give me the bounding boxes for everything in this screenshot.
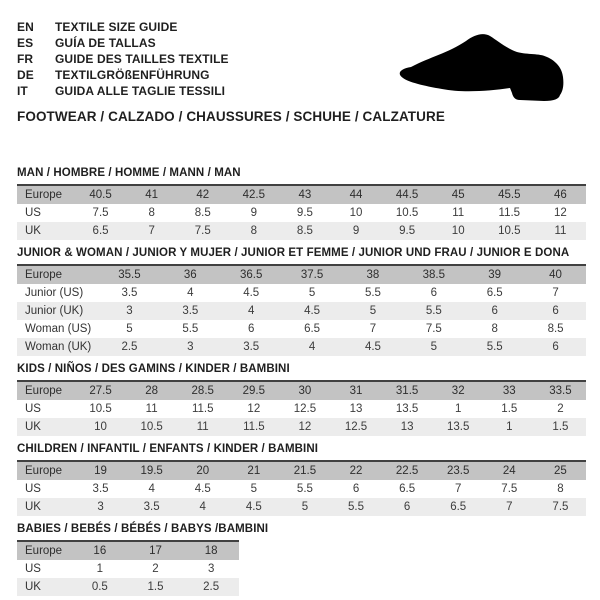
language-label: TEXTILE SIZE GUIDE [55,20,178,34]
table-row [17,265,586,284]
size-cell: 2 [557,403,564,415]
language-code: FR [17,52,34,66]
size-cell: 31.5 [395,385,419,397]
size-cell: 12.5 [293,403,317,415]
size-cell: 7 [506,501,513,513]
size-cell: 46 [554,189,567,201]
row-label-cell: US [25,563,41,575]
size-cell: 42 [196,189,210,201]
size-cell: 4.5 [245,501,262,513]
size-cell: 5 [308,287,316,299]
size-cell: 9.5 [296,207,313,219]
size-cell: 11.5 [191,403,214,415]
size-section-kids [17,363,586,436]
size-cell: 11 [145,403,158,415]
size-cell: 40 [549,269,562,281]
size-cell: 3 [126,305,133,317]
size-cell: 6.5 [304,323,321,335]
size-cell: 12 [247,403,261,415]
size-cell: 6.5 [450,501,467,513]
size-cell: 10 [349,207,363,219]
size-cell: 13 [400,421,414,433]
table-row [17,461,586,480]
language-label: TEXTILGRÖßENFÜHRUNG [55,68,210,82]
size-cell: 22 [349,465,363,477]
table-row [17,338,586,356]
size-cell: 27.5 [89,385,112,397]
size-cell: 4 [308,341,316,353]
size-cell: 16 [93,545,107,557]
size-cell: 4 [199,501,206,513]
size-cell: 5.5 [348,501,365,513]
size-section-children [17,443,586,516]
size-cell: 4.5 [194,483,211,495]
size-cell: 20 [196,465,210,477]
table-row [17,204,586,222]
table-row [17,320,586,338]
size-cell: 2.5 [203,581,220,593]
size-cell: 12 [554,207,567,219]
size-table-babies [17,540,239,596]
size-cell: 9.5 [399,225,416,237]
size-cell: 6 [403,501,411,513]
size-cell: 12.5 [344,421,368,433]
size-cell: 1.5 [552,421,569,433]
size-cell: 11 [554,225,567,237]
table-row [17,480,586,498]
size-cell: 10.5 [140,421,163,433]
size-section-man [17,167,586,240]
size-cell: 3 [97,501,104,513]
size-cell: 10.5 [89,403,112,415]
size-cell: 23.5 [447,465,470,477]
row-label-cell: UK [25,225,41,237]
size-cell: 11 [452,207,465,219]
size-cell: 3 [207,563,215,575]
size-cell: 5.5 [296,483,313,495]
size-table-kids [17,380,586,436]
size-cell: 5 [250,483,258,495]
size-cell: 25 [554,465,567,477]
size-cell: 33.5 [549,385,572,397]
size-cell: 42.5 [242,189,266,201]
table-row [17,578,239,596]
size-cell: 5 [301,501,309,513]
size-cell: 10 [451,225,465,237]
size-cell: 28.5 [191,385,214,397]
size-cell: 13.5 [395,403,419,415]
row-label-cell: Junior (US) [25,287,84,299]
size-cell: 3.5 [182,305,199,317]
size-cell: 4.5 [243,287,260,299]
size-cell: 8.5 [194,207,211,219]
size-cell: 17 [149,545,162,557]
language-label: GUÍA DE TALLAS [55,36,156,50]
size-cell: 9 [352,225,360,237]
size-cell: 2 [152,563,159,575]
size-cell: 1.5 [501,403,518,415]
size-cell: 38.5 [422,269,445,281]
size-cell: 45 [451,189,465,201]
size-cell: 28 [145,385,159,397]
size-cell: 4 [187,287,194,299]
size-cell: 1 [506,421,513,433]
row-label-cell: UK [25,501,41,513]
size-cell: 18 [204,545,218,557]
size-cell: 9 [250,207,258,219]
size-cell: 38 [366,269,380,281]
size-cell: 7.5 [552,501,569,513]
size-cell: 21.5 [293,465,317,477]
table-title: BABIES / BEBÉS / BÉBÉS / BABYS /BAMBINI [17,523,269,535]
table-row [17,541,239,560]
size-cell: 7 [369,323,377,335]
size-cell: 6 [491,305,498,317]
row-label-cell: Woman (UK) [25,341,92,353]
size-cell: 11 [196,421,209,433]
size-cell: 4 [247,305,255,317]
size-cell: 21 [247,465,261,477]
size-cell: 41 [145,189,159,201]
table-title: CHILDREN / INFANTIL / ENFANTS / KINDER / BAMBINI [17,443,319,455]
size-cell: 7 [148,225,155,237]
size-cell: 8 [148,207,155,219]
size-cell: 5 [126,323,133,335]
size-cell: 6 [247,323,255,335]
row-label-cell: Europe [25,465,63,477]
size-cell: 5.5 [425,305,442,317]
size-cell: 6.5 [486,287,503,299]
size-cell: 7.5 [425,323,442,335]
size-cell: 45.5 [498,189,521,201]
row-label-cell: US [25,483,41,495]
size-cell: 8 [250,225,258,237]
guide-header [17,19,586,124]
row-label-cell: Junior (UK) [25,305,84,317]
size-cell: 8 [557,483,564,495]
size-cell: 5.5 [364,287,381,299]
table-title: JUNIOR & WOMAN / JUNIOR Y MUJER / JUNIOR ET FEMME / JUNIOR UND FRAU / JUNIOR E DONA [17,247,570,259]
size-table-children [17,460,586,516]
row-label-cell: US [25,207,41,219]
size-cell: 32 [451,385,465,397]
table-row [17,185,586,204]
size-cell: 6 [352,483,360,495]
size-cell: 1 [96,563,104,575]
size-cell: 3.5 [143,501,160,513]
language-label: GUIDA ALLE TAGLIE TESSILI [55,84,226,98]
size-cell: 10.5 [498,225,521,237]
size-cell: 35.5 [118,269,141,281]
size-cell: 5.5 [182,323,199,335]
size-cell: 6.5 [92,225,109,237]
table-title: KIDS / NIÑOS / DES GAMINS / KINDER / BAMBINI [17,363,290,375]
size-cell: 30 [298,385,312,397]
size-cell: 40.5 [89,189,112,201]
size-cell: 8.5 [296,225,313,237]
row-label-cell: UK [25,581,41,593]
row-label-cell: Woman (US) [25,323,92,335]
size-cell: 0.5 [91,581,108,593]
row-label-cell: US [25,403,41,415]
size-cell: 5.5 [486,341,503,353]
table-row [17,222,586,240]
size-table-man [17,184,586,240]
size-cell: 7 [552,287,559,299]
size-cell: 31 [349,385,363,397]
size-cell: 12 [298,421,312,433]
size-cell: 43 [298,189,312,201]
size-cell: 3.5 [92,483,109,495]
size-cell: 7 [455,483,462,495]
table-row [17,560,239,578]
size-cell: 11.5 [243,421,265,433]
row-label-cell: Europe [25,189,63,201]
size-cell: 36.5 [239,269,263,281]
table-row [17,400,586,418]
size-cell: 33 [502,385,516,397]
size-cell: 24 [502,465,516,477]
size-cell: 4 [148,483,155,495]
size-cell: 11.5 [498,207,521,219]
size-cell: 7.5 [92,207,109,219]
size-cell: 22.5 [395,465,419,477]
language-code: EN [17,20,34,34]
category-heading: FOOTWEAR / CALZADO / CHAUSSURES / SCHUHE / CALZATURE [17,109,445,124]
size-cell: 19 [94,465,107,477]
size-cell: 10 [94,421,107,433]
size-cell: 6 [430,287,438,299]
shoe-icon [395,27,587,109]
size-section-junior-woman [17,247,586,356]
size-section-babies [17,523,586,596]
size-cell: 19.5 [140,465,163,477]
language-code: ES [17,36,34,50]
size-cell: 13 [349,403,363,415]
row-label-cell: UK [25,421,41,433]
size-cell: 10.5 [395,207,419,219]
row-label-cell: Europe [25,545,63,557]
size-cell: 6 [552,305,559,317]
size-cell: 8.5 [547,323,564,335]
size-cell: 6.5 [399,483,416,495]
size-cell: 39 [488,269,502,281]
row-label-cell: Europe [25,269,63,281]
size-cell: 44 [349,189,363,201]
table-row [17,498,586,516]
size-cell: 3.5 [121,287,138,299]
table-row [17,418,586,436]
row-label-cell: Europe [25,385,63,397]
table-row [17,284,586,302]
size-cell: 5 [430,341,438,353]
language-code: DE [17,68,34,82]
size-cell: 5 [369,305,377,317]
language-code: IT [17,84,28,98]
size-tables [17,167,586,596]
size-cell: 3.5 [243,341,260,353]
size-cell: 7.5 [194,225,211,237]
size-cell: 1.5 [147,581,164,593]
table-row [17,302,586,320]
size-cell: 7.5 [501,483,518,495]
size-cell: 13.5 [447,421,470,433]
size-cell: 29.5 [242,385,266,397]
size-cell: 6 [552,341,559,353]
size-table-junior-woman [17,264,586,356]
table-title: MAN / HOMBRE / HOMME / MANN / MAN [17,167,241,179]
size-cell: 2.5 [121,341,138,353]
size-cell: 8 [491,323,498,335]
size-cell: 3 [187,341,194,353]
size-cell: 44.5 [395,189,419,201]
size-cell: 36 [183,269,197,281]
size-cell: 4.5 [364,341,381,353]
size-cell: 37.5 [300,269,324,281]
language-label: GUIDE DES TAILLES TEXTILE [55,52,229,66]
table-row [17,381,586,400]
size-cell: 1 [455,403,462,415]
size-cell: 4.5 [304,305,321,317]
